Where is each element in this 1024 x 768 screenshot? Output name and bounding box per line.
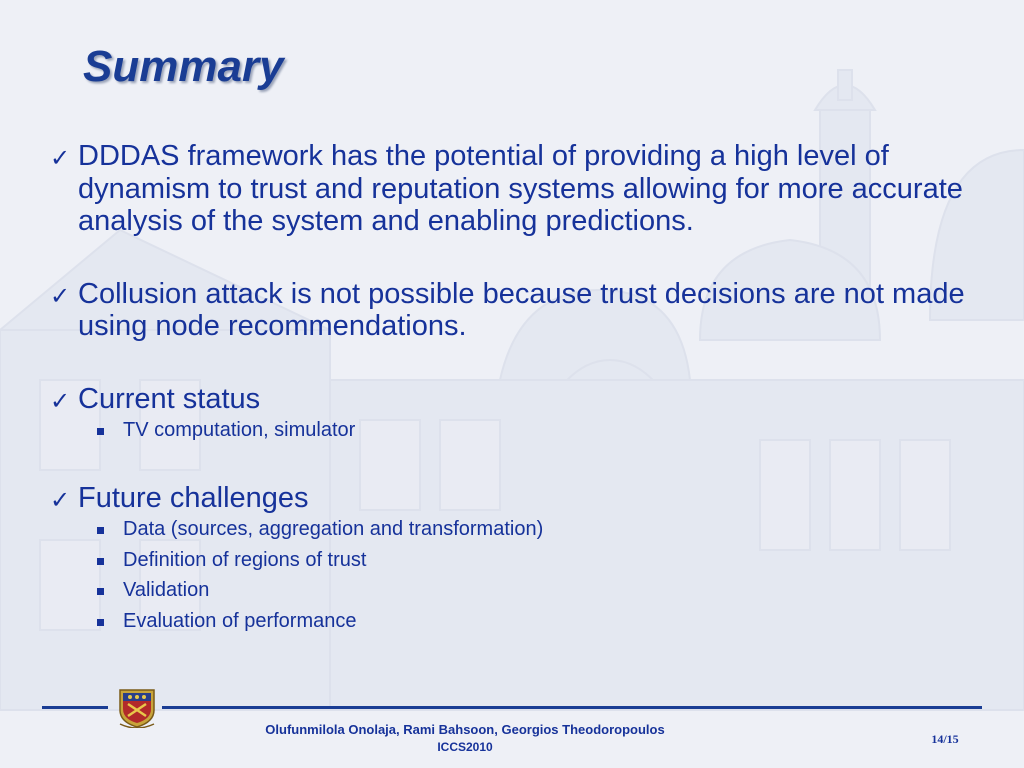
sub-bullet-item: [50, 415, 990, 446]
square-bullet-icon: [97, 588, 104, 595]
sub-bullet-text: Validation: [123, 579, 210, 601]
bullet-item: [50, 383, 990, 416]
square-bullet-icon: [97, 558, 104, 565]
sub-bullet-text: Evaluation of performance: [123, 609, 357, 632]
square-bullet-icon: [97, 527, 104, 534]
slide-title: Summary: [83, 42, 284, 91]
bullet-text: Current status: [78, 382, 261, 415]
check-icon: ✓: [50, 386, 71, 415]
bullet-item: [50, 140, 990, 238]
university-crest-icon: [118, 688, 156, 728]
sub-bullet-text: Definition of regions of trust: [123, 548, 367, 571]
bullet-item: [50, 482, 990, 515]
bullet-text: Future challenges: [78, 481, 309, 514]
page-number: 14/15: [931, 732, 959, 746]
check-icon: ✓: [50, 281, 71, 310]
sub-bullet-item: [50, 545, 990, 576]
sub-bullet-item: [50, 575, 990, 606]
bullet-text: Collusion attack is not possible because trust decisions are not made using node recommendations.: [78, 277, 965, 342]
square-bullet-icon: [97, 428, 104, 435]
footer-conference: ICCS2010: [437, 740, 493, 754]
sub-bullet-item: [50, 606, 990, 637]
sub-bullet-text: Data (sources, aggregation and transformation): [123, 518, 544, 540]
footer-rule-right: [162, 706, 982, 709]
bullet-text: DDDAS framework has the potential of providing a high level of dynamism to trust and reputation systems allowing for more accurate analysis of the system and enabling predictions.: [78, 140, 963, 237]
bullet-item: [50, 278, 990, 343]
sub-bullet-item: [50, 514, 990, 545]
footer-rule-left: [42, 706, 108, 709]
bullet-list: [50, 140, 990, 636]
sub-bullet-text: TV computation, simulator: [123, 419, 356, 441]
square-bullet-icon: [97, 619, 104, 626]
check-icon: ✓: [50, 144, 71, 172]
check-icon: ✓: [50, 485, 71, 514]
footer-authors: Olufunmilola Onolaja, Rami Bahsoon, Georgios Theodoropoulos: [265, 722, 665, 737]
